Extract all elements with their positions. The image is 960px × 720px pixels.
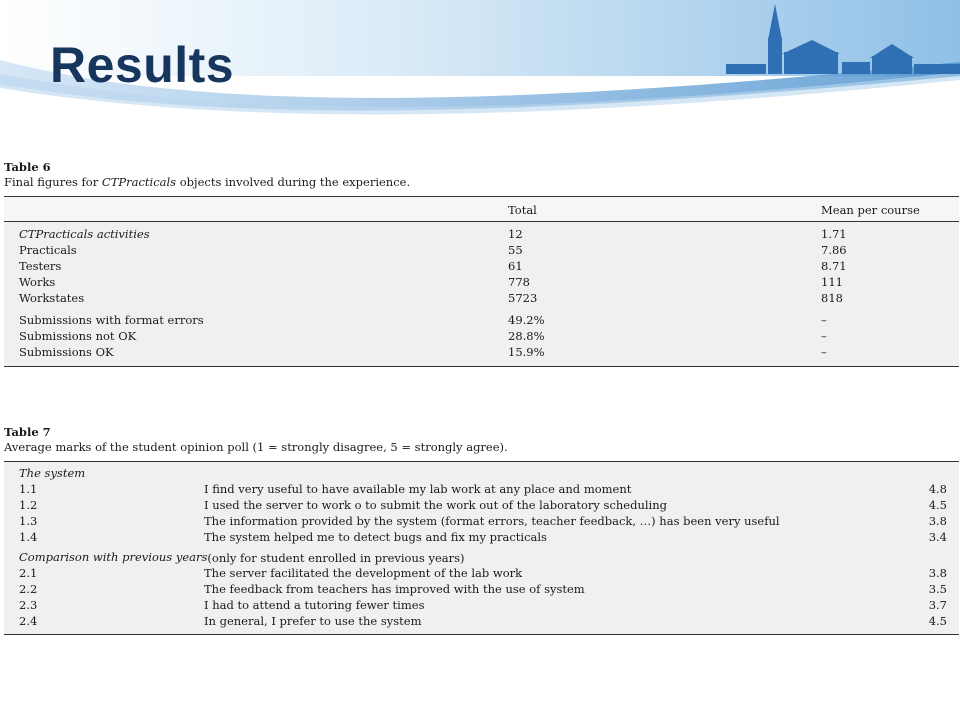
section-title: Comparison with previous years (only for student enrolled in previous years) xyxy=(19,550,465,565)
table7 xyxy=(4,461,959,635)
table-row: 2.2 The feedback from teachers has improved with the use of system 3.5 xyxy=(19,582,947,596)
table-row: 2.1 The server facilitated the development of the lab work 3.8 xyxy=(19,566,947,580)
table-row: 1.2 I used the server to work o to submit the work out of the laboratory scheduling 4.5 xyxy=(19,498,947,512)
table6 xyxy=(4,196,959,367)
table-row: 1.3 The information provided by the system (format errors, teacher feedback, …) has been very useful 3.8 xyxy=(19,514,947,528)
table7-label: Table 7 xyxy=(4,425,51,439)
table-row: Practicals 55 7.86 xyxy=(19,243,847,257)
table-row: 2.4 In general, I prefer to use the system 4.5 xyxy=(19,614,947,628)
table-row: Workstates 5723 818 xyxy=(19,291,843,305)
table-row: 2.3 I had to attend a tutoring fewer times 3.7 xyxy=(19,598,947,612)
table6-header-mean: Mean per course xyxy=(821,203,920,217)
table-row: Submissions OK 15.9% – xyxy=(19,345,827,359)
table-row: Works 778 111 xyxy=(19,275,843,289)
table-row: Testers 61 8.71 xyxy=(19,259,847,273)
table-row: 1.1 I find very useful to have available my lab work at any place and moment 4.8 xyxy=(19,482,947,496)
table7-caption: Table 7 Average marks of the student opinion poll (1 = strongly disagree, 5 = strongly agree). xyxy=(4,425,508,454)
table-row: 1.4 The system helped me to detect bugs and fix my practicals 3.4 xyxy=(19,530,947,544)
table6-header-total: Total xyxy=(508,203,537,217)
table6-header-row xyxy=(4,197,959,222)
table-row: CTPracticals activities 12 1.71 xyxy=(19,227,847,241)
table6-label: Table 6 xyxy=(4,160,51,174)
section-title: The system xyxy=(19,466,86,480)
slide-title: Results xyxy=(50,37,235,93)
table6-caption: Table 6 Final figures for CTPracticals objects involved during the experience. xyxy=(4,160,411,189)
table-row: Submissions not OK 28.8% – xyxy=(19,329,827,343)
table-row: Submissions with format errors 49.2% – xyxy=(19,313,827,327)
